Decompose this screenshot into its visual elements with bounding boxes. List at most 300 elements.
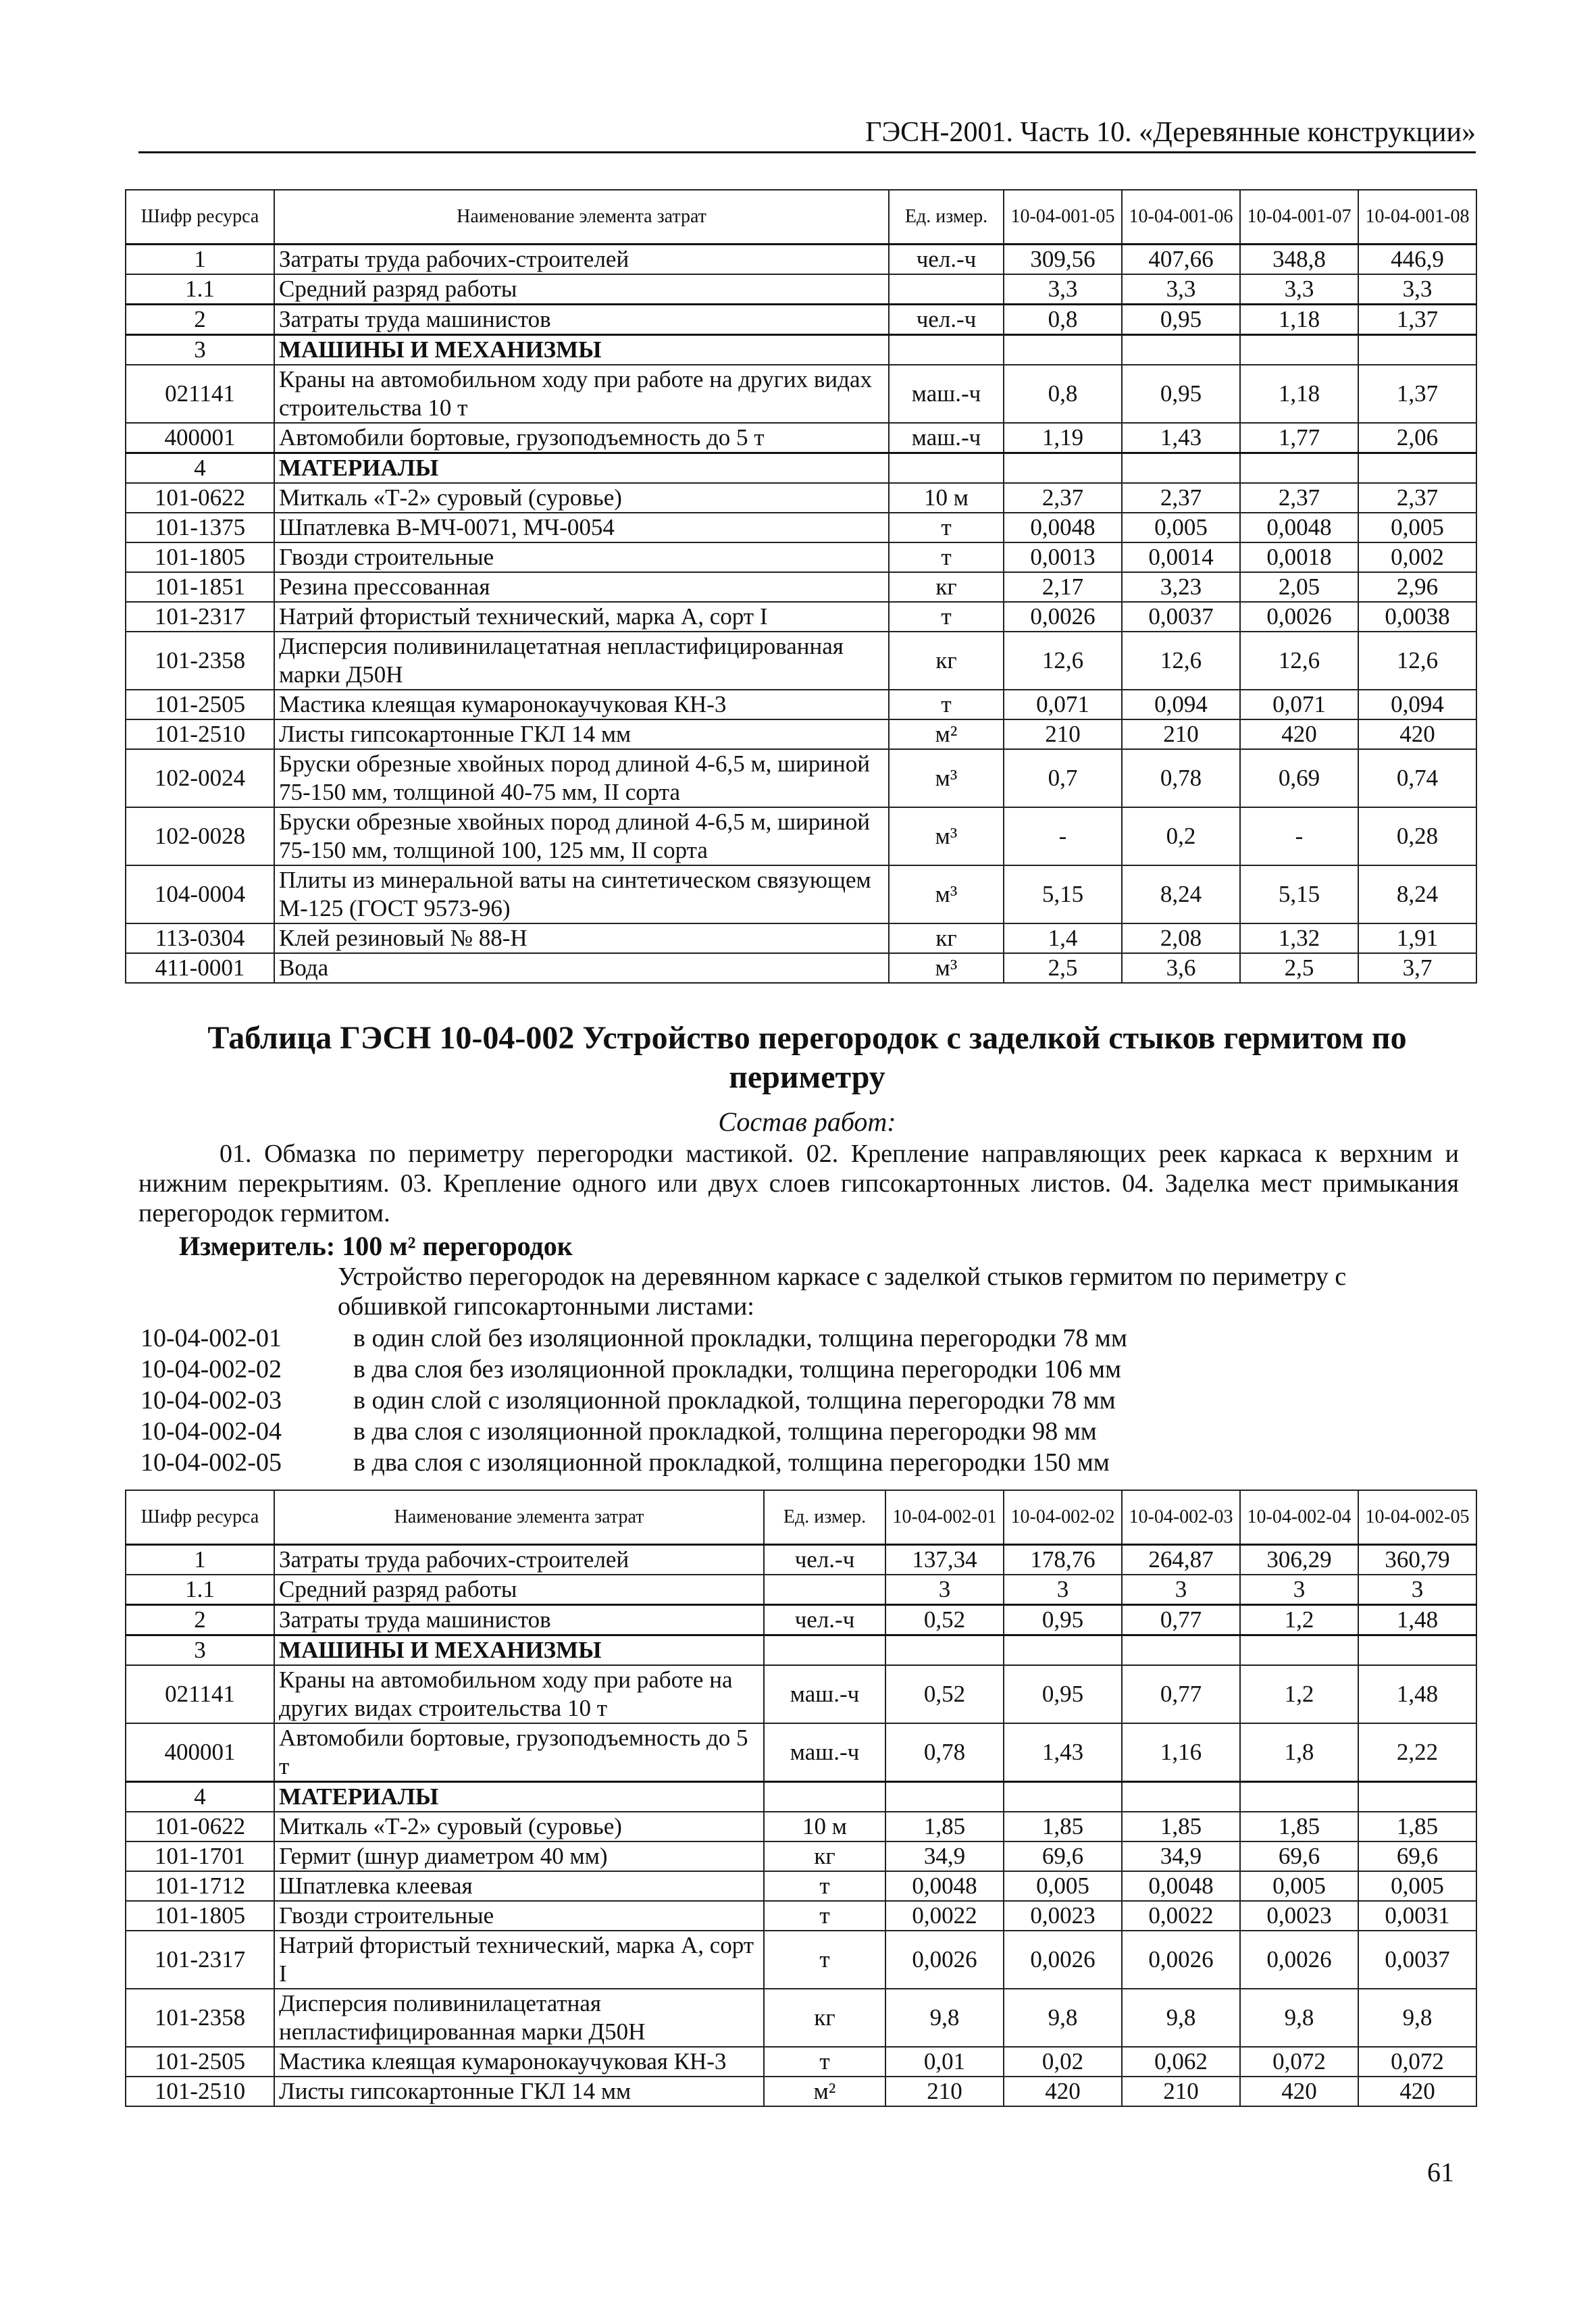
value-cell: 0,0026 [1240,1931,1358,1989]
value-cell: 3 [1240,1575,1358,1605]
unit-cell: маш.-ч [889,365,1004,423]
value-cell: 210 [885,2077,1004,2106]
col-header-norm: 10-04-002-01 [885,1490,1004,1544]
value-cell: 0,52 [885,1665,1004,1723]
resource-code: 411-0001 [126,953,274,983]
resource-code: 2 [126,304,274,334]
col-header-norm: 10-04-002-05 [1358,1490,1476,1544]
table-row [126,953,1476,983]
resource-code: 101-1805 [126,1901,274,1931]
value-cell: 34,9 [885,1841,1004,1871]
value-cell: 0,094 [1358,690,1476,719]
unit-cell: кг [889,572,1004,602]
col-header-norm: 10-04-001-05 [1004,190,1122,244]
table-row [126,1665,1476,1723]
unit-cell: м³ [889,953,1004,983]
value-cell: 5,15 [1240,865,1358,923]
value-cell: 210 [1122,719,1240,749]
value-cell: 0,74 [1358,749,1476,807]
value-cell: 9,8 [1358,1989,1476,2047]
value-cell: 1,16 [1122,1723,1240,1782]
value-cell: 420 [1358,719,1476,749]
value-cell: 12,6 [1358,632,1476,690]
value-cell: 1,91 [1358,923,1476,953]
table-row [126,1812,1476,1841]
col-header-norm: 10-04-002-03 [1122,1490,1240,1544]
value-cell [1358,1781,1476,1812]
value-cell: 420 [1004,2077,1122,2106]
unit-cell: м² [764,2077,885,2106]
value-cell [1240,334,1358,365]
value-cell [1122,453,1240,483]
unit-cell: м³ [889,807,1004,865]
table-body [126,1544,1476,2106]
table-row [126,572,1476,602]
work-description: Устройство перегородок на деревянном каркасе с заделкой стыков гермитом по периметру с обшивкой гипсокартонными листами: [338,1263,1347,1321]
page-number: 61 [1427,2157,1454,2187]
unit-cell: чел.-ч [889,304,1004,334]
value-cell: 0,02 [1004,2047,1122,2077]
variant-code: 10-04-002-01 [140,1324,282,1352]
value-cell: 0,0037 [1122,602,1240,632]
value-cell: 1,19 [1004,423,1122,453]
resource-code: 021141 [126,365,274,423]
unit-cell: т [889,542,1004,572]
col-header-code: Шифр ресурса [126,1490,274,1544]
value-cell: 12,6 [1004,632,1122,690]
unit-cell: м³ [889,749,1004,807]
value-cell: 0,0018 [1240,542,1358,572]
value-cell: 0,78 [885,1723,1004,1782]
resource-name: Бруски обрезные хвойных пород длиной 4-6,5 м, шириной 75-150 мм, толщиной 100, 125 мм, II сорта [274,807,889,865]
unit-cell: т [764,1871,885,1901]
resource-code: 021141 [126,1665,274,1723]
unit-cell: т [889,602,1004,632]
unit-cell [889,453,1004,483]
table-row [126,244,1476,274]
value-cell: 0,52 [885,1604,1004,1635]
unit-cell: т [889,690,1004,719]
value-cell: 309,56 [1004,244,1122,274]
resource-code: 101-2317 [126,602,274,632]
value-cell: 3 [1122,1575,1240,1605]
value-cell [1004,453,1122,483]
unit-cell [764,1781,885,1812]
variant-code: 10-04-002-02 [140,1355,282,1383]
resource-name: Краны на автомобильном ходу при работе на других видах строительства 10 т [274,365,889,423]
resource-code: 2 [126,1604,274,1635]
resource-name: Плиты из минеральной ваты на синтетическом связующем М-125 (ГОСТ 9573-96) [274,865,889,923]
value-cell: 2,22 [1358,1723,1476,1782]
col-header-norm: 10-04-001-06 [1122,190,1240,244]
table-row [126,1604,1476,1635]
variant-item [140,1416,1127,1447]
table-row [126,602,1476,632]
value-cell [1240,1781,1358,1812]
resource-code: 101-0622 [126,1812,274,1841]
table-row [126,1544,1476,1575]
table-body [126,244,1476,983]
value-cell: 2,17 [1004,572,1122,602]
resource-code: 101-2505 [126,2047,274,2077]
table-row [126,2047,1476,2077]
resource-name: Автомобили бортовые, грузоподъемность до 5 т [274,1723,764,1782]
col-header-norm: 10-04-002-02 [1004,1490,1122,1544]
col-header-unit: Ед. измер. [889,190,1004,244]
unit-cell: т [764,1901,885,1931]
value-cell [1240,1635,1358,1665]
value-cell: 1,77 [1240,423,1358,453]
table-row [126,1901,1476,1931]
resource-code: 102-0028 [126,807,274,865]
table-row [126,865,1476,923]
variant-text: в один слой с изоляционной прокладкой, толщина перегородки 78 мм [353,1386,1116,1415]
value-cell: 2,08 [1122,923,1240,953]
value-cell: 0,78 [1122,749,1240,807]
value-cell: 0,0031 [1358,1901,1476,1931]
value-cell: 1,18 [1240,304,1358,334]
composition-text: 01. Обмазка по периметру перегородки мастикой. 02. Крепление направляющих реек каркаса к верхним и нижним перекрытиям. 03. Крепление одного или двух слоев гипсокартонных листов. 04. Заделка мест примыкания перегородок гермитом. [138,1140,1459,1227]
table-row [126,274,1476,305]
value-cell: 9,8 [1004,1989,1122,2047]
value-cell: 2,37 [1004,483,1122,513]
table-title: Таблица ГЭСН 10-04-002 Устройство перегородок с заделкой стыков гермитом по периметру [207,1020,1407,1095]
value-cell: 0,0026 [1004,1931,1122,1989]
table-row [126,1781,1476,1812]
variant-text: в два слоя с изоляционной прокладкой, толщина перегородки 98 мм [353,1417,1097,1446]
table-row [126,749,1476,807]
resource-code: 4 [126,1781,274,1812]
table-row [126,1841,1476,1871]
value-cell: 0,0023 [1240,1901,1358,1931]
unit-cell [764,1575,885,1605]
value-cell: 3 [1358,1575,1476,1605]
value-cell: 0,005 [1358,513,1476,542]
resource-code: 101-1712 [126,1871,274,1901]
table-row [126,719,1476,749]
resource-name: Гермит (шнур диаметром 40 мм) [274,1841,764,1871]
value-cell: 69,6 [1004,1841,1122,1871]
unit-cell [889,334,1004,365]
value-cell: 407,66 [1122,244,1240,274]
value-cell: 34,9 [1122,1841,1240,1871]
value-cell: 2,37 [1122,483,1240,513]
variant-item [140,1354,1127,1385]
variant-code: 10-04-002-03 [140,1386,282,1415]
value-cell: 306,29 [1240,1544,1358,1575]
value-cell: 137,34 [885,1544,1004,1575]
value-cell: 420 [1240,719,1358,749]
value-cell [1358,453,1476,483]
value-cell: 1,32 [1240,923,1358,953]
value-cell: 420 [1240,2077,1358,2106]
value-cell: 0,95 [1004,1604,1122,1635]
table-row [126,1871,1476,1901]
resource-code: 101-2358 [126,1989,274,2047]
value-cell: 1,85 [885,1812,1004,1841]
value-cell: 0,005 [1358,1871,1476,1901]
value-cell: 0,77 [1122,1665,1240,1723]
value-cell: 2,37 [1358,483,1476,513]
resource-name: Миткаль «Т-2» суровый (суровье) [274,483,889,513]
resource-name: Листы гипсокартонные ГКЛ 14 мм [274,719,889,749]
resource-code: 4 [126,453,274,483]
resource-code: 104-0004 [126,865,274,923]
value-cell: 0,7 [1004,749,1122,807]
value-cell: 0,0037 [1358,1931,1476,1989]
value-cell: 0,69 [1240,749,1358,807]
table-row [126,690,1476,719]
value-cell: 3,3 [1004,274,1122,305]
resource-name: Средний разряд работы [274,1575,764,1605]
value-cell: 2,05 [1240,572,1358,602]
value-cell [1122,1635,1240,1665]
value-cell: 8,24 [1358,865,1476,923]
resource-name: Автомобили бортовые, грузоподъемность до 5 т [274,423,889,453]
value-cell: 0,0013 [1004,542,1122,572]
value-cell: 5,15 [1004,865,1122,923]
value-cell: 1,48 [1358,1665,1476,1723]
value-cell: 0,0026 [1122,1931,1240,1989]
resource-name: Натрий фтористый технический, марка А, сорт I [274,602,889,632]
table-row [126,483,1476,513]
resource-code: 400001 [126,1723,274,1782]
table-row [126,423,1476,453]
unit-cell [764,1635,885,1665]
unit-cell: чел.-ч [889,244,1004,274]
variant-text: в один слой без изоляционной прокладки, толщина перегородки 78 мм [353,1324,1127,1352]
value-cell: 12,6 [1122,632,1240,690]
value-cell [885,1635,1004,1665]
col-header-norm: 10-04-001-08 [1358,190,1476,244]
value-cell: 348,8 [1240,244,1358,274]
table-row [126,632,1476,690]
table-row [126,542,1476,572]
value-cell: 0,0048 [1240,513,1358,542]
resource-code: 113-0304 [126,923,274,953]
value-cell: 210 [1004,719,1122,749]
unit-cell: 10 м [889,483,1004,513]
value-cell: 0,95 [1122,365,1240,423]
variant-item [140,1447,1127,1478]
unit-cell: т [764,2047,885,2077]
resource-table-1 [125,189,1477,984]
value-cell: 1,85 [1240,1812,1358,1841]
variant-item [140,1385,1127,1416]
value-cell: 0,0022 [885,1901,1004,1931]
value-cell: 2,06 [1358,423,1476,453]
value-cell: - [1240,807,1358,865]
value-cell: 0,071 [1240,690,1358,719]
resource-name: Затраты труда машинистов [274,1604,764,1635]
variant-text: в два слоя без изоляционной прокладки, толщина перегородки 106 мм [353,1355,1122,1383]
value-cell: 3,3 [1240,274,1358,305]
resource-name: Резина прессованная [274,572,889,602]
value-cell: 0,0048 [885,1871,1004,1901]
value-cell: 0,071 [1004,690,1122,719]
value-cell: 1,43 [1122,423,1240,453]
unit-cell: чел.-ч [764,1544,885,1575]
value-cell: 0,8 [1004,365,1122,423]
value-cell: 3,3 [1122,274,1240,305]
value-cell [1004,334,1122,365]
value-cell: 2,37 [1240,483,1358,513]
table-row [126,304,1476,334]
col-header-norm: 10-04-002-04 [1240,1490,1358,1544]
value-cell: 9,8 [1122,1989,1240,2047]
value-cell: 1,4 [1004,923,1122,953]
col-header-code: Шифр ресурса [126,190,274,244]
resource-name: Шпатлевка В-МЧ-0071, МЧ-0054 [274,513,889,542]
resource-code: 102-0024 [126,749,274,807]
unit-cell: т [889,513,1004,542]
unit-cell: маш.-ч [764,1723,885,1782]
resource-table-2 [125,1490,1477,2107]
resource-name: Гвозди строительные [274,542,889,572]
resource-name: Вода [274,953,889,983]
value-cell [1358,334,1476,365]
value-cell: 0,0026 [1004,602,1122,632]
value-cell: 69,6 [1358,1841,1476,1871]
resource-code: 1 [126,1544,274,1575]
value-cell: 0,2 [1122,807,1240,865]
value-cell [1004,1781,1122,1812]
resource-name: Гвозди строительные [274,1901,764,1931]
value-cell: 0,77 [1122,1604,1240,1635]
value-cell: 0,005 [1122,513,1240,542]
resource-name: Бруски обрезные хвойных пород длиной 4-6,5 м, шириной 75-150 мм, толщиной 40-75 мм, II сорта [274,749,889,807]
value-cell: 2,5 [1004,953,1122,983]
table-row [126,334,1476,365]
resource-code: 3 [126,1635,274,1665]
value-cell: 8,24 [1122,865,1240,923]
variant-text: в два слоя с изоляционной прокладкой, толщина перегородки 150 мм [353,1448,1110,1477]
value-cell: 0,95 [1004,1665,1122,1723]
unit-cell: чел.-ч [764,1604,885,1635]
value-cell: 3 [1004,1575,1122,1605]
variant-list [140,1323,1127,1478]
unit-cell: маш.-ч [764,1665,885,1723]
variant-code: 10-04-002-04 [140,1417,282,1446]
table-row [126,453,1476,483]
value-cell: 1,8 [1240,1723,1358,1782]
value-cell: 1,85 [1004,1812,1122,1841]
value-cell [885,1781,1004,1812]
value-cell: 0,0023 [1004,1901,1122,1931]
resource-code: 101-2510 [126,2077,274,2106]
resource-name: Миткаль «Т-2» суровый (суровье) [274,1812,764,1841]
measure-unit: Измеритель: 100 м² перегородок [179,1231,573,1261]
table-row [126,2077,1476,2106]
value-cell: 2,96 [1358,572,1476,602]
unit-cell: кг [764,1989,885,2047]
unit-cell: кг [889,632,1004,690]
col-header-norm: 10-04-001-07 [1240,190,1358,244]
value-cell: 1,18 [1240,365,1358,423]
value-cell: 9,8 [1240,1989,1358,2047]
value-cell: 0,094 [1122,690,1240,719]
value-cell: 0,0048 [1122,1871,1240,1901]
value-cell: 0,0038 [1358,602,1476,632]
value-cell: 420 [1358,2077,1476,2106]
resource-code: 101-2358 [126,632,274,690]
value-cell: 69,6 [1240,1841,1358,1871]
value-cell [1004,1635,1122,1665]
value-cell: 3,23 [1122,572,1240,602]
resource-code: 101-2510 [126,719,274,749]
value-cell: 0,28 [1358,807,1476,865]
value-cell: 0,0026 [885,1931,1004,1989]
value-cell: 0,072 [1240,2047,1358,2077]
running-header: ГЭСН-2001. Часть 10. «Деревянные конструкции» [138,113,1476,153]
table-row [126,513,1476,542]
resource-code: 1.1 [126,274,274,305]
table-row [126,1931,1476,1989]
value-cell: 264,87 [1122,1544,1240,1575]
value-cell: 0,95 [1122,304,1240,334]
resource-code: 3 [126,334,274,365]
value-cell: 0,01 [885,2047,1004,2077]
resource-code: 1.1 [126,1575,274,1605]
variant-item [140,1323,1127,1354]
value-cell: 1,48 [1358,1604,1476,1635]
table-row [126,1575,1476,1605]
value-cell: 0,062 [1122,2047,1240,2077]
value-cell: 1,85 [1358,1812,1476,1841]
resource-code: 101-2317 [126,1931,274,1989]
resource-code: 101-1851 [126,572,274,602]
resource-name: МАШИНЫ И МЕХАНИЗМЫ [274,334,889,365]
value-cell: 0,0022 [1122,1901,1240,1931]
resource-name: МАТЕРИАЛЫ [274,1781,764,1812]
resource-name: Мастика клеящая кумаронокаучуковая КН-3 [274,2047,764,2077]
value-cell: 3 [885,1575,1004,1605]
value-cell: 1,37 [1358,365,1476,423]
resource-name: Затраты труда машинистов [274,304,889,334]
value-cell: 0,002 [1358,542,1476,572]
col-header-unit: Ед. измер. [764,1490,885,1544]
resource-name: Клей резиновый № 88-Н [274,923,889,953]
value-cell: 3,3 [1358,274,1476,305]
value-cell: 0,8 [1004,304,1122,334]
resource-code: 101-2505 [126,690,274,719]
unit-cell: м² [889,719,1004,749]
resource-name: МАШИНЫ И МЕХАНИЗМЫ [274,1635,764,1665]
table-row [126,1989,1476,2047]
value-cell [1122,1781,1240,1812]
composition-heading: Состав работ: [718,1107,896,1137]
resource-code: 101-1375 [126,513,274,542]
value-cell: 0,072 [1358,2047,1476,2077]
col-header-name: Наименование элемента затрат [274,1490,764,1544]
resource-name: Затраты труда рабочих-строителей [274,244,889,274]
table-row [126,1723,1476,1782]
value-cell [1240,453,1358,483]
value-cell: 0,0026 [1240,602,1358,632]
value-cell: 178,76 [1004,1544,1122,1575]
value-cell: 1,2 [1240,1665,1358,1723]
resource-name: Средний разряд работы [274,274,889,305]
value-cell: 3,6 [1122,953,1240,983]
table-row [126,1635,1476,1665]
unit-cell [889,274,1004,305]
resource-code: 101-1805 [126,542,274,572]
variant-code: 10-04-002-05 [140,1448,282,1477]
unit-cell: 10 м [764,1812,885,1841]
value-cell: 2,5 [1240,953,1358,983]
value-cell: 1,37 [1358,304,1476,334]
value-cell: 210 [1122,2077,1240,2106]
